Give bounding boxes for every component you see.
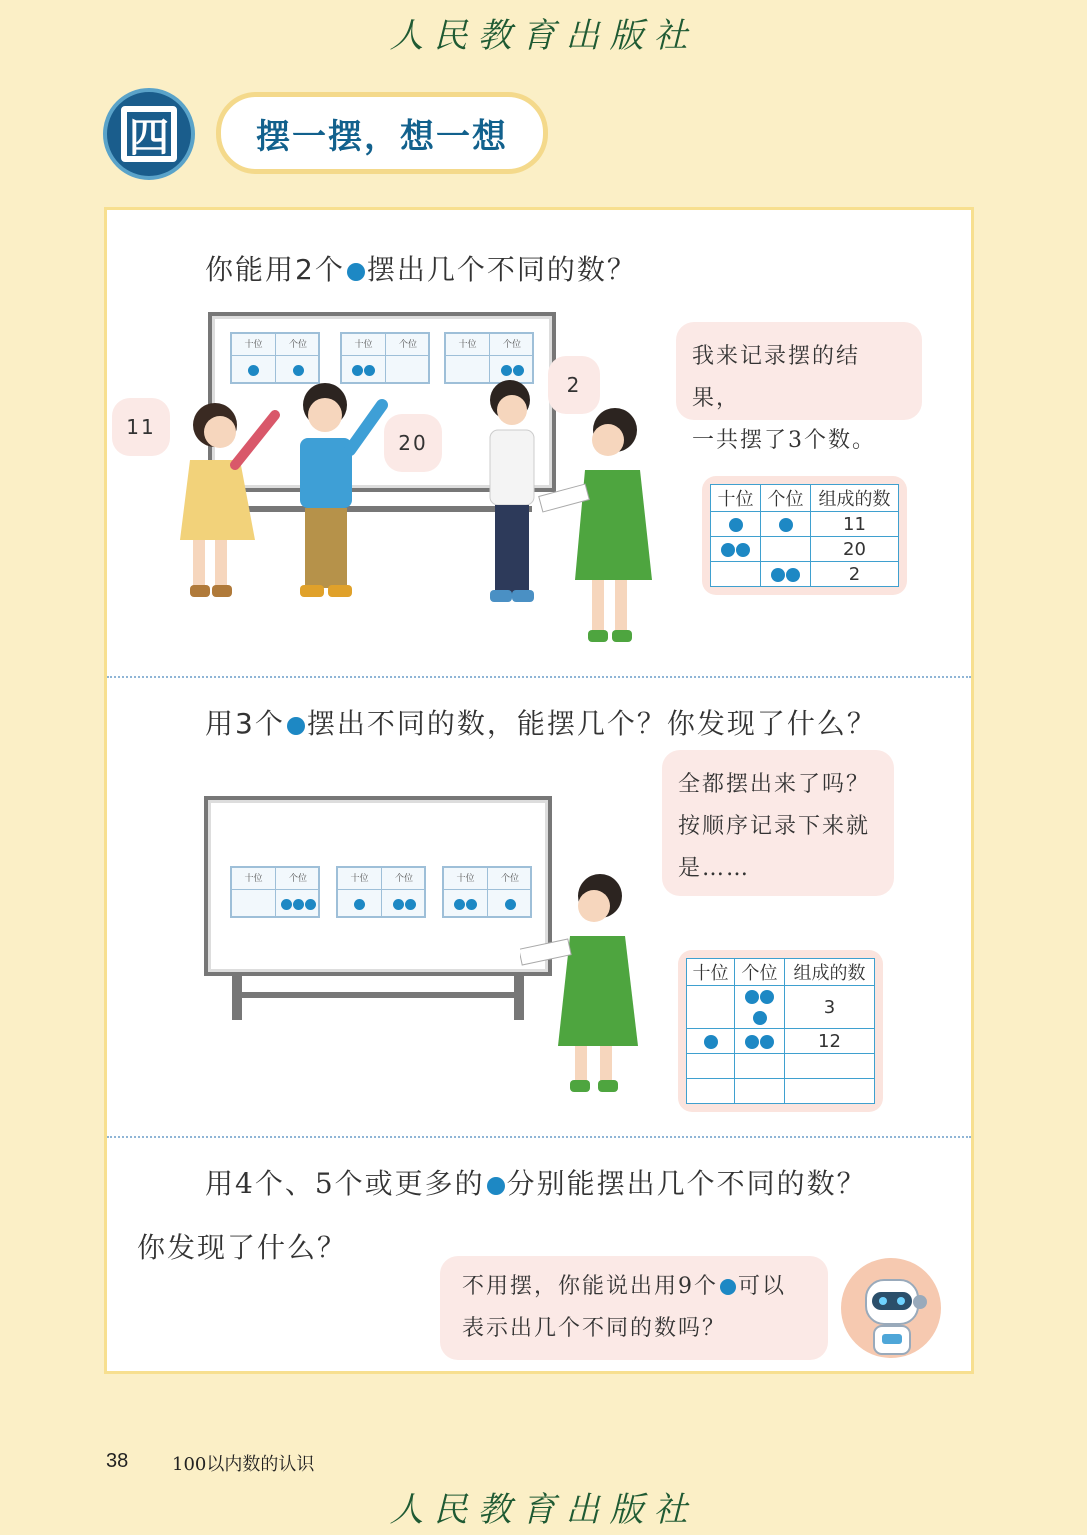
table-cell-value: [785, 1079, 875, 1104]
counter-dot-icon: [354, 899, 365, 910]
speech-bubble-20: 20: [384, 414, 442, 472]
counter-dot-icon: [753, 1011, 767, 1025]
card-ones-label: 个位: [488, 868, 532, 890]
bubble-line: 全都摆出来了吗？: [678, 772, 871, 797]
place-value-card: [230, 332, 320, 384]
counter-dot-icon: [293, 899, 304, 910]
counter-dot-icon: [347, 263, 365, 281]
publisher-logo-top: 人民教育出版社: [389, 16, 698, 56]
card-ones-label: 个位: [490, 334, 534, 356]
counter-dot-icon: [760, 1035, 774, 1049]
table-cell-value: 2: [811, 562, 899, 587]
counter-dot-icon: [281, 899, 292, 910]
chapter-title: 100以内数的认识: [172, 1454, 315, 1475]
table-row: [687, 986, 875, 1029]
counter-dot-icon: [466, 899, 477, 910]
place-value-card: [230, 866, 320, 918]
robot-bubble-text-a: 不用摆，你能说出用9个: [462, 1274, 718, 1299]
section-number-badge: [103, 88, 195, 180]
counter-dot-icon: [513, 365, 524, 376]
table-row: [711, 537, 899, 562]
table-row: [687, 1054, 875, 1079]
card-ones-label: 个位: [276, 334, 320, 356]
card-tens-label: 十位: [232, 868, 276, 890]
card-tens-label: 十位: [444, 868, 488, 890]
card-tens-label: 十位: [232, 334, 276, 356]
part3-question-line1: [205, 1162, 867, 1202]
place-value-card: [442, 866, 532, 918]
board-leg: [232, 976, 242, 1020]
boy-right-figure: [490, 380, 534, 602]
robot-speech-bubble: [440, 1256, 828, 1360]
counter-dot-icon: [352, 365, 363, 376]
part1-question-text-b: 摆出几个不同的数？: [366, 253, 637, 286]
part2-question-text-a: 用: [205, 707, 236, 740]
table-row: [687, 1079, 875, 1104]
board-stand-bar: [232, 992, 524, 998]
counter-dot-icon: [364, 365, 375, 376]
girl-recorder-illustration-2: [520, 866, 650, 1098]
place-value-card: [336, 866, 426, 918]
robot-avatar: [838, 1256, 944, 1360]
table-cell-value: [785, 1054, 875, 1079]
part3-question-text-b: 分别能摆出几个不同的数？: [506, 1167, 867, 1200]
recorder-speech-bubble-2: [662, 750, 894, 896]
whiteboard-2: [204, 796, 552, 976]
card-ones-label: 个位: [386, 334, 430, 356]
recorder-speech-bubble-1: [676, 322, 922, 453]
part2-question-count: 3: [235, 707, 255, 740]
part3-question-text-a: 用4个、5个或更多的: [205, 1167, 485, 1200]
boy-center-figure: [300, 383, 382, 597]
card-ones-label: 个位: [276, 868, 320, 890]
bubble-line: 一共摆了3个数。: [692, 427, 876, 453]
part2-question: [205, 702, 877, 742]
table-header-number: 组成的数: [785, 959, 875, 986]
counter-dot-icon: [505, 899, 516, 910]
bubble-line: 按顺序记录下来就: [678, 813, 871, 839]
page-number: 38: [106, 1450, 129, 1472]
bubble-line: [462, 1266, 806, 1308]
publisher-logo-bottom: 人民教育出版社: [389, 1490, 698, 1530]
counter-dot-icon: [454, 899, 465, 910]
part2-question-text-b: 摆出不同的数，能摆几个？你发现了什么？: [306, 707, 877, 740]
counter-dot-icon: [704, 1035, 718, 1049]
counter-dot-icon: [729, 518, 743, 532]
counter-dot-icon: [721, 543, 735, 557]
table-cell-value: 11: [811, 512, 899, 537]
part3-question-line2: 你发现了什么？: [137, 1231, 348, 1264]
counter-dot-icon: [745, 990, 759, 1004]
speech-bubble-11: 11: [112, 398, 170, 456]
table-cell-value: 3: [785, 986, 875, 1029]
counter-dot-icon: [760, 990, 774, 1004]
table-header-tens: 十位: [711, 485, 761, 512]
card-tens-label: 十位: [342, 334, 386, 356]
speech-bubble-2: 2: [548, 356, 600, 414]
section-divider: [107, 676, 971, 678]
card-ones-label: 个位: [382, 868, 426, 890]
section-title: 摆一摆，想一想: [216, 92, 548, 174]
part2-question-unit: 个: [254, 707, 285, 740]
place-value-card: [444, 332, 534, 384]
part1-question-text-a: 你能用: [205, 253, 296, 286]
robot-bubble-text-b: 可以: [738, 1274, 787, 1299]
card-tens-label: 十位: [446, 334, 490, 356]
table-cell-value: 12: [785, 1029, 875, 1054]
bubble-line: 表示出几个不同的数吗？: [462, 1315, 727, 1341]
girl-recorder-figure: [539, 408, 652, 642]
part1-question-count: 2: [295, 253, 315, 286]
section-divider: [107, 1136, 971, 1138]
counter-dot-icon: [779, 518, 793, 532]
counter-dot-icon: [305, 899, 316, 910]
table-header-tens: 十位: [687, 959, 735, 986]
bubble-line: 是……: [678, 855, 751, 881]
counter-dot-icon: [287, 717, 305, 735]
section-number: 四: [121, 106, 177, 162]
table-cell-value: 20: [811, 537, 899, 562]
girl-left-figure: [180, 403, 275, 597]
place-value-card: [340, 332, 430, 384]
table-row: [687, 1029, 875, 1054]
counter-dot-icon: [405, 899, 416, 910]
counter-dot-icon: [745, 1035, 759, 1049]
record-table-1: [702, 476, 907, 595]
bubble-line: 我来记录摆的结果，: [692, 344, 861, 411]
table-header-ones: 个位: [735, 959, 785, 986]
counter-dot-icon: [720, 1279, 736, 1295]
record-table-2: [678, 950, 883, 1112]
counter-dot-icon: [736, 543, 750, 557]
counter-dot-icon: [293, 365, 304, 376]
counter-dot-icon: [501, 365, 512, 376]
part1-question-unit: 个: [314, 253, 345, 286]
counter-dot-icon: [393, 899, 404, 910]
counter-dot-icon: [771, 568, 785, 582]
part1-question: [205, 248, 637, 288]
counter-dot-icon: [248, 365, 259, 376]
card-tens-label: 十位: [338, 868, 382, 890]
counter-dot-icon: [487, 1177, 505, 1195]
counter-dot-icon: [786, 568, 800, 582]
table-row: [711, 512, 899, 537]
table-header-number: 组成的数: [811, 485, 899, 512]
table-row: [711, 562, 899, 587]
table-header-ones: 个位: [761, 485, 811, 512]
